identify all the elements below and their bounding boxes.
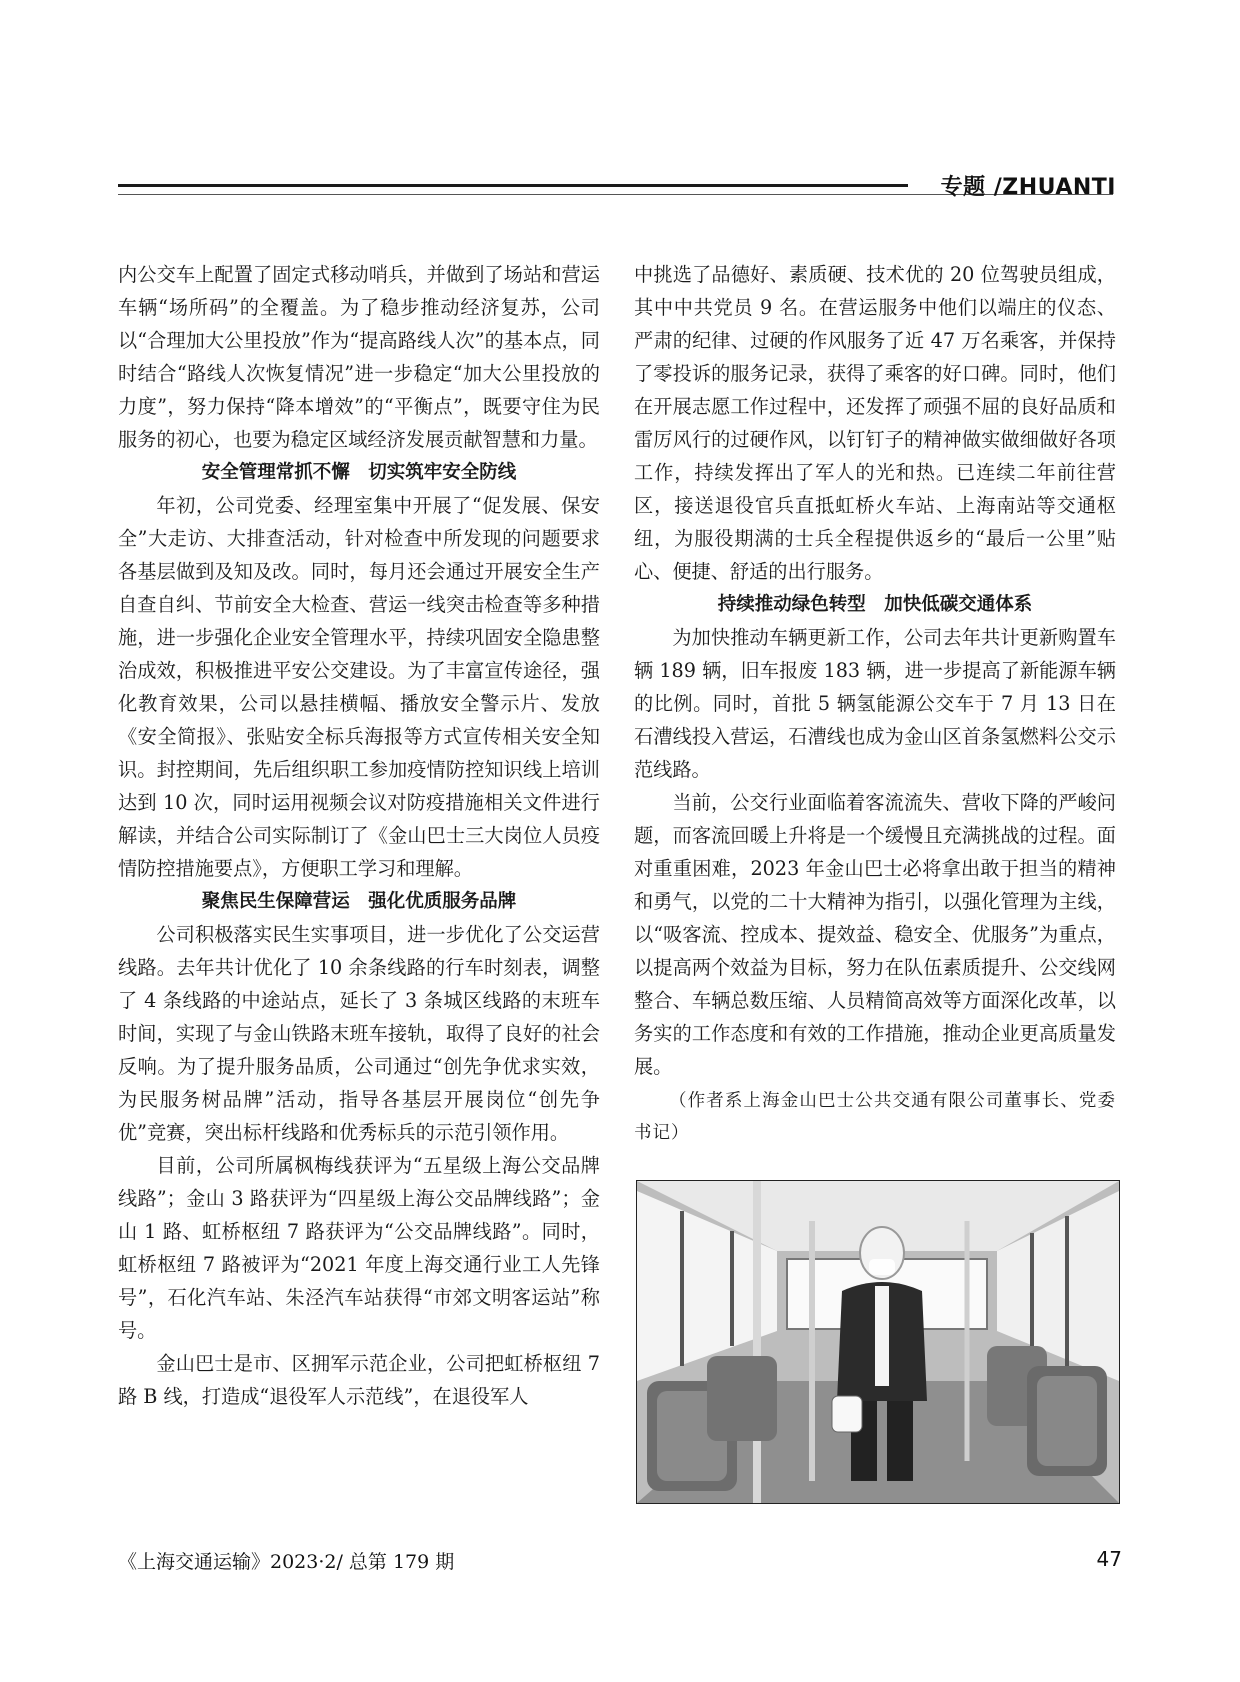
section-heading-green: 持续推动绿色转型 加快低碳交通体系 xyxy=(717,594,1033,615)
paragraph: 目前，公司所属枫梅线获评为“五星级上海公交品牌线路”；金山 3 路获评为“四星级上海公交品牌线路”；金山 1 路、虹桥枢纽 7 路获评为“公交品牌线路”。同时，虹桥枢纽 7 路被评为“2021 年度上海交通行业工人先锋号”，石化汽车站、朱泾汽车站获得“市郊文明客运站”称号。 xyxy=(118,1154,600,1342)
left-column xyxy=(118,258,600,1413)
section-heading-service: 聚焦民生保障营运 强化优质服务品牌 xyxy=(201,891,517,912)
page-number: 47 xyxy=(1096,1547,1122,1571)
paragraph: 年初，公司党委、经理室集中开展了“促发展、保安全”大走访、大排查活动，针对检查中所发现的问题要求各基层做到及知及改。同时，每月还会通过开展安全生产自查自纠、节前安全大检查、营运一线突击检查等多种措施，进一步强化企业安全管理水平，持续巩固安全隐患整治成效，积极推进平安公交建设。为了丰富宣传途径，强化教育效果，公司以悬挂横幅、播放安全警示片、发放《安全简报》、张贴安全标兵海报等方式宣传相关安全知识。封控期间，先后组织职工参加疫情防控知识线上培训达到 10 次，同时运用视频会议对防疫措施相关文件进行解读，并结合公司实际制订了《金山巴士三大岗位人员疫情防控措施要点》，方便职工学习和理解。 xyxy=(118,494,600,880)
paragraph: 当前，公交行业面临着客流流失、营收下降的严峻问题，而客流回暖上升将是一个缓慢且充满挑战的过程。面对重重困难，2023 年金山巴士必将拿出敢于担当的精神和勇气，以党的二十大精神为指引，以强化管理为主线，以“吸客流、控成本、提效益、稳安全、优服务”为重点，以提高两个效益为目标，努力在队伍素质提升、公交线网整合、车辆总数压缩、人员精简高效等方面深化改革，以务实的工作态度和有效的工作措施，推动企业更高质量发展。 xyxy=(634,791,1116,1078)
section-label: 专题 /ZHUANTI xyxy=(940,175,1116,200)
paragraph: 中挑选了品德好、素质硬、技术优的 20 位驾驶员组成，其中中共党员 9 名。在营运服务中他们以端庄的仪态、严肃的纪律、过硬的作风服务了近 47 万名乘客，并保持了零投诉的服务记录，获得了乘客的好口碑。同时，他们在开展志愿工作过程中，还发挥了顽强不屈的良好品质和雷厉风行的过硬作风，以钉钉子的精神做实做细做好各项工作，持续发挥出了军人的光和热。已连续二年前往营区，接送退役官兵直抵虹桥火车站、上海南站等交通枢纽，为服役期满的士兵全程提供返乡的“最后一公里”贴心、便捷、舒适的出行服务。 xyxy=(634,263,1116,583)
paragraph: 内公交车上配置了固定式移动哨兵，并做到了场站和营运车辆“场所码”的全覆盖。为了稳步推动经济复苏，公司以“合理加大公里投放”作为“提高路线人次”的基本点，同时结合“路线人次恢复情况”进一步稳定“加大公里投放的力度”，努力保持“降本增效”的“平衡点”，既要守住为民服务的初心，也要为稳定区域经济发展贡献智慧和力量。 xyxy=(118,263,600,451)
paragraph: 金山巴士是市、区拥军示范企业，公司把虹桥枢纽 7 路 B 线，打造成“退役军人示范线”，在退役军人 xyxy=(118,1352,600,1408)
bus-disinfection-photo xyxy=(636,1180,1120,1504)
author-byline: （作者系上海金山巴士公共交通有限公司董事长、党委书记） xyxy=(634,1091,1116,1143)
paragraph: 为加快推动车辆更新工作，公司去年共计更新购置车辆 189 辆，旧车报废 183 辆，进一步提高了新能源车辆的比例。同时，首批 5 辆氢能源公交车于 7 月 13 日在石漕线投入营运，石漕线也成为金山区首条氢燃料公交示范线路。 xyxy=(634,626,1116,781)
section-heading-safety: 安全管理常抓不懈 切实筑牢安全防线 xyxy=(201,462,517,483)
journal-footer: 《上海交通运输》2023·2/ 总第 179 期 xyxy=(118,1551,455,1573)
paragraph: 公司积极落实民生实事项目，进一步优化了公交运营线路。去年共计优化了 10 余条线路的行车时刻表，调整了 4 条线路的中途站点，延长了 3 条城区线路的末班车时间，实现了与金山铁路末班车接轨，取得了良好的社会反响。为了提升服务品质，公司通过“创先争优求实效，为民服务树品牌”活动，指导各基层开展岗位“创先争优”竞赛，突出标杆线路和优秀标兵的示范引领作用。 xyxy=(118,923,600,1144)
right-column xyxy=(634,258,1116,1149)
header-rule xyxy=(118,184,908,187)
